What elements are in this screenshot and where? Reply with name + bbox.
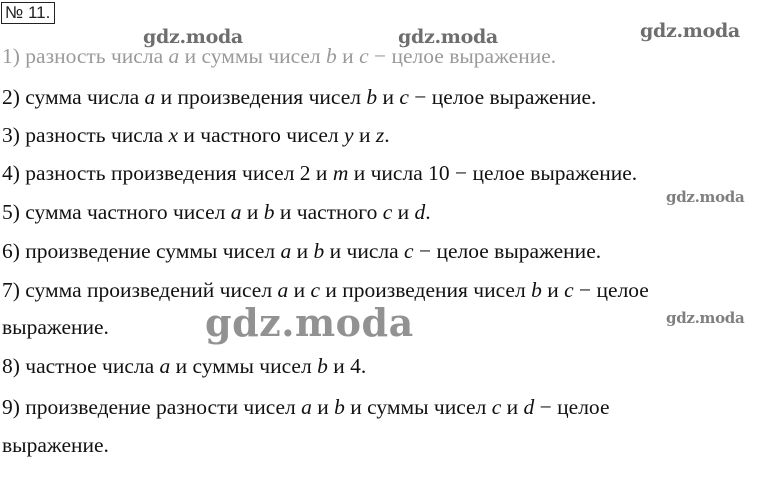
task-number: № 11. <box>1 2 55 24</box>
answer-line-3: 3) разность числа x и частного чисел y и z. <box>2 123 390 147</box>
answer-line-2: 2) сумма числа a и произведения чисел b и c − целое выражение. <box>2 85 597 109</box>
answer-line-6: 6) произведение суммы чисел a и b и числа c − целое выражение. <box>2 239 602 263</box>
watermark: gdz.moda <box>143 26 243 48</box>
answer-line-8: 8) частное числа a и суммы чисел b и 4. <box>2 354 367 378</box>
answer-line-7-continued: выражение. <box>2 315 109 339</box>
answer-line-9: 9) произведение разности чисел a и b и суммы чисел c и d − целое <box>2 395 610 419</box>
watermark: gdz.moda <box>398 26 498 48</box>
watermark: gdz.moda <box>640 20 740 42</box>
watermark: gdz.moda <box>666 188 745 206</box>
answer-line-9-continued: выражение. <box>2 433 109 457</box>
watermark: gdz.moda <box>205 300 414 345</box>
answer-line-4: 4) разность произведения чисел 2 и m и числа 10 − целое выражение. <box>2 161 638 185</box>
answer-line-1: 1) разность числа a и суммы чисел b и c − целое выражение. <box>2 44 557 68</box>
watermark: gdz.moda <box>666 309 745 327</box>
answer-line-7: 7) сумма произведений чисел a и c и произведения чисел b и c − целое <box>2 278 649 302</box>
answer-line-5: 5) сумма частного чисел a и b и частного c и d. <box>2 200 431 224</box>
